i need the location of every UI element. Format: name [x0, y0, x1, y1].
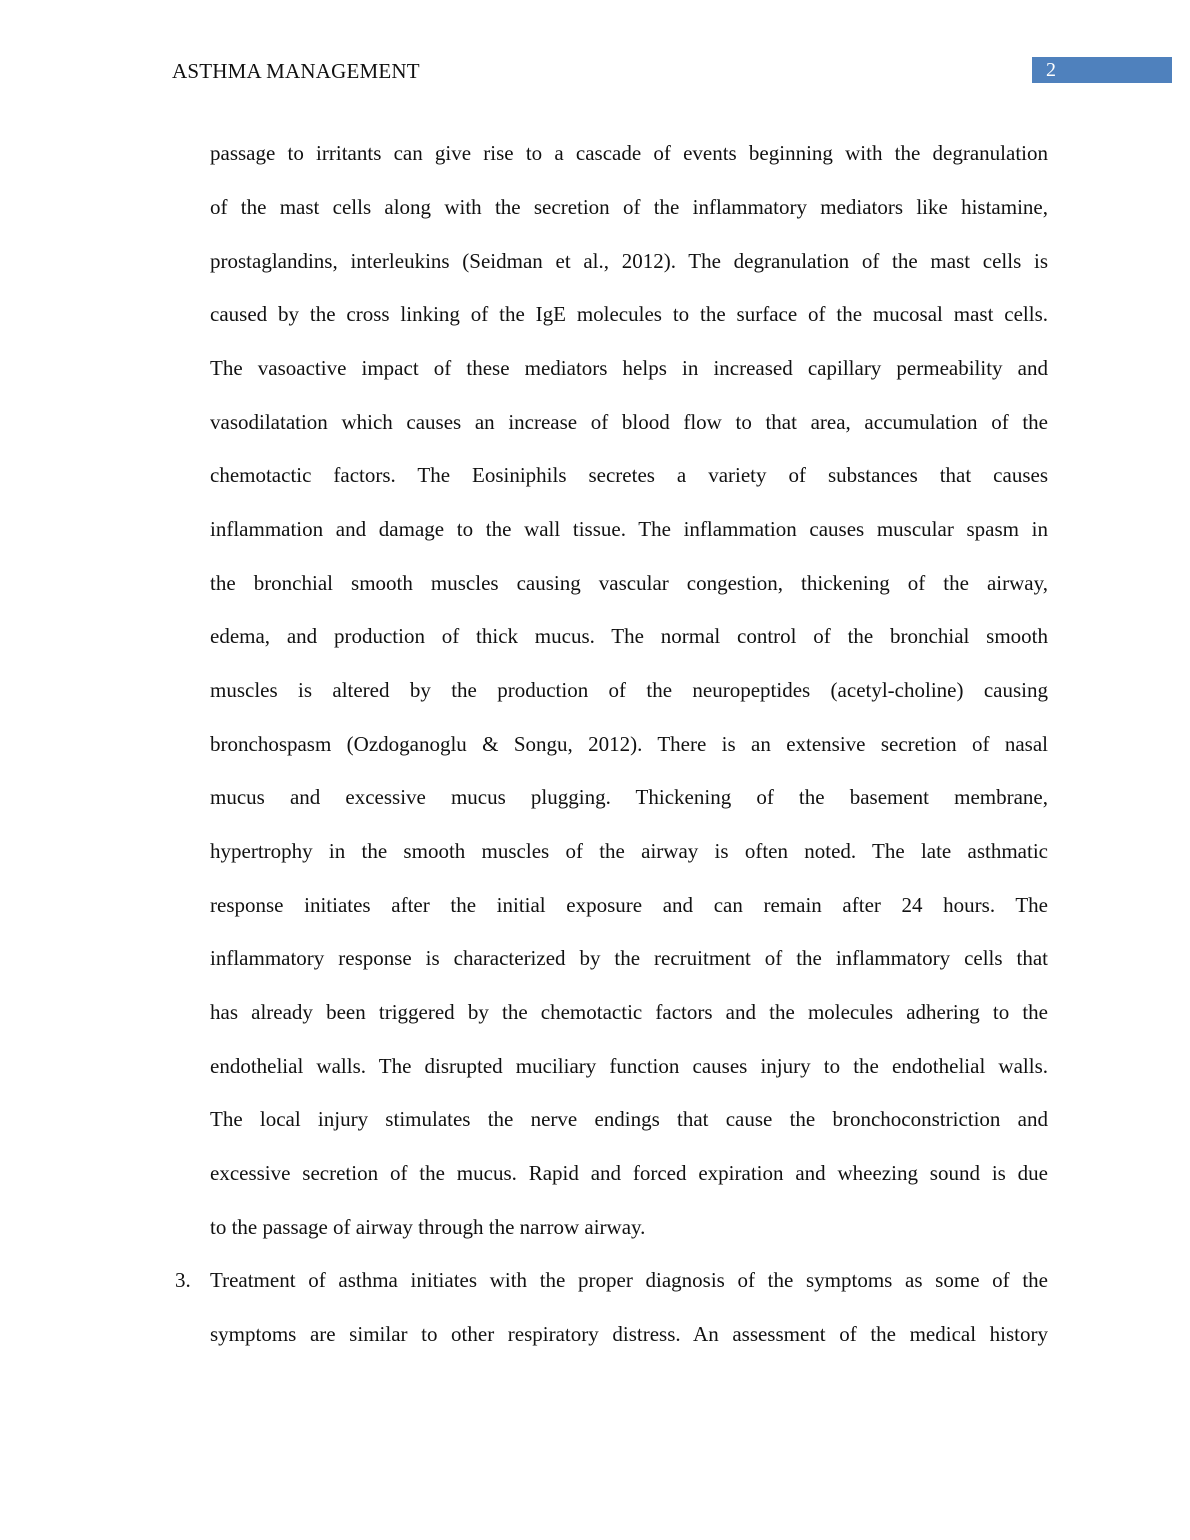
running-head: ASTHMA MANAGEMENT: [172, 59, 420, 83]
text-line: inflammation and damage to the wall tissue. The inflammation causes muscular spasm in: [210, 517, 1048, 541]
text-line: hypertrophy in the smooth muscles of the airway is often noted. The late asthmatic: [210, 839, 1048, 863]
page-number-badge: [1032, 57, 1172, 83]
text-line: prostaglandins, interleukins (Seidman et al., 2012). The degranulation of the mast cells is: [210, 249, 1048, 273]
text-line: endothelial walls. The disrupted muciliary function causes injury to the endothelial walls.: [210, 1054, 1048, 1078]
text-line: vasodilatation which causes an increase of blood flow to that area, accumulation of the: [210, 410, 1048, 434]
text-line: chemotactic factors. The Eosiniphils secretes a variety of substances that causes: [210, 463, 1048, 487]
list-marker: 3.: [175, 1268, 191, 1292]
text-line: of the mast cells along with the secretion of the inflammatory mediators like histamine,: [210, 195, 1048, 219]
page-number: 2: [1046, 59, 1056, 81]
text-line: bronchospasm (Ozdoganoglu & Songu, 2012). There is an extensive secretion of nasal: [210, 732, 1048, 756]
text-line: Treatment of asthma initiates with the proper diagnosis of the symptoms as some of the: [210, 1268, 1048, 1292]
text-line: has already been triggered by the chemotactic factors and the molecules adhering to the: [210, 1000, 1048, 1024]
text-line: mucus and excessive mucus plugging. Thickening of the basement membrane,: [210, 785, 1048, 809]
text-line: caused by the cross linking of the IgE molecules to the surface of the mucosal mast cells.: [210, 302, 1048, 326]
text-line: excessive secretion of the mucus. Rapid and forced expiration and wheezing sound is due: [210, 1161, 1048, 1185]
text-line: inflammatory response is characterized by the recruitment of the inflammatory cells that: [210, 946, 1048, 970]
text-line: edema, and production of thick mucus. The normal control of the bronchial smooth: [210, 624, 1048, 648]
text-line: The local injury stimulates the nerve endings that cause the bronchoconstriction and: [210, 1107, 1048, 1131]
text-line: muscles is altered by the production of the neuropeptides (acetyl-choline) causing: [210, 678, 1048, 702]
text-line: response initiates after the initial exposure and can remain after 24 hours. The: [210, 893, 1048, 917]
text-line: symptoms are similar to other respiratory distress. An assessment of the medical history: [210, 1322, 1048, 1346]
text-line: passage to irritants can give rise to a cascade of events beginning with the degranulation: [210, 141, 1048, 165]
text-line: The vasoactive impact of these mediators helps in increased capillary permeability and: [210, 356, 1048, 380]
text-line: to the passage of airway through the narrow airway.: [210, 1215, 646, 1239]
text-line: the bronchial smooth muscles causing vascular congestion, thickening of the airway,: [210, 571, 1048, 595]
